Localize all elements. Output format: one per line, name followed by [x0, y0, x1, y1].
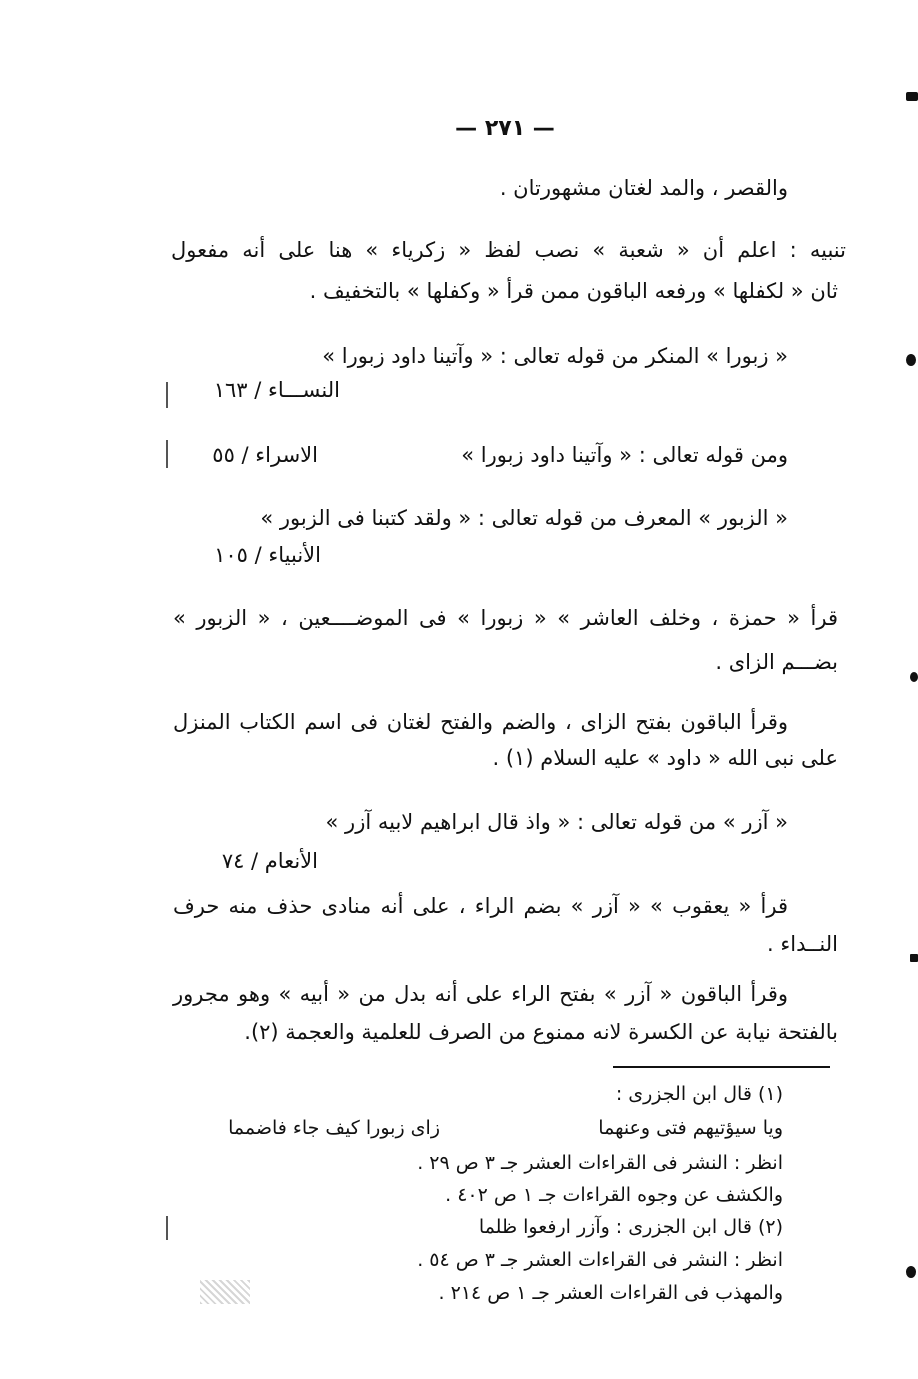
text-line-3: ثان « لكفلها » ورفعه الباقون ممن قرأ « وكفلها » بالتخفيف . [309, 279, 838, 303]
footnote-1-heading: (١) قال ابن الجزرى : [615, 1083, 783, 1105]
footnote-1-source-2: والكشف عن وجوه القراءات جـ ١ ص ٤٠٢ . [445, 1184, 783, 1206]
text-line-7: قرأ « حمزة ، وخلف العاشر » « زبورا » فى الموضــــعين ، « الزبور » [173, 606, 838, 630]
text-line-2: تنبيه : اعلم أن « شعبة » نصب لفظ « زكرياء » هنا على أنه مفعول [171, 238, 846, 262]
margin-bracket [166, 440, 168, 468]
verse-reference-nisa: النســـاء / ١٦٣ [213, 378, 340, 402]
text-line-10: على نبى الله « داود » عليه السلام (١) . [492, 746, 838, 770]
page-number: — ٢٧١ — [455, 116, 555, 141]
footnote-1-source-1: انظر : النشر فى القراءات العشر جـ ٣ ص ٢٩ . [417, 1152, 783, 1174]
text-line-11: « آزر » من قوله تعالى : « واذ قال ابراهيم لابيه آزر » [325, 810, 788, 834]
text-line-5: ومن قوله تعالى : « وآتينا داود زبورا » [461, 443, 788, 467]
scan-edge-mark [906, 92, 918, 101]
margin-bracket [166, 382, 168, 408]
verse-reference-anam: الأنعام / ٧٤ [221, 849, 318, 873]
verse-reference-isra: الاسراء / ٥٥ [212, 443, 318, 467]
footnote-separator [613, 1066, 830, 1068]
text-line-9: وقرأ الباقون بفتح الزاى ، والضم والفتح لغتان فى اسم الكتاب المنزل [173, 710, 788, 734]
text-line-1: والقصر ، والمد لغتان مشهورتان . [499, 176, 788, 200]
scan-edge-mark [910, 954, 918, 962]
footnote-2-source-1: انظر : النشر فى القراءات العشر جـ ٣ ص ٥٤ . [417, 1249, 783, 1271]
scan-edge-mark [906, 354, 916, 366]
scan-edge-mark [906, 1266, 916, 1278]
scan-edge-mark [910, 672, 918, 682]
text-line-15: بالفتحة نيابة عن الكسرة لانه ممنوع من الصرف للعلمية والعجمة (٢). [244, 1020, 838, 1044]
verse-reference-anbiya: الأنبياء / ١٠٥ [214, 543, 321, 567]
text-line-13: النــداء . [767, 932, 838, 956]
text-line-6: « الزبور » المعرف من قوله تعالى : « ولقد كتبنا فى الزبور » [260, 506, 788, 530]
text-line-14: وقرأ الباقون « آزر » بفتح الراء على أنه بدل من « أبيه » وهو مجرور [173, 982, 788, 1006]
footnote-2-heading: (٢) قال ابن الجزرى : وآزر ارفعوا ظلما [478, 1216, 783, 1238]
footnote-1-verse-second-half: زاى زبورا كيف جاء فاضمما [228, 1117, 440, 1139]
text-line-4: « زبورا » المنكر من قوله تعالى : « وآتينا داود زبورا » [322, 344, 788, 368]
text-line-8: بضـــم الزاى . [715, 650, 838, 674]
margin-bracket [166, 1216, 168, 1240]
text-line-12: قرأ « يعقوب » « آزر » بضم الراء ، على أنه منادى حذف منه حرف [173, 894, 788, 918]
scan-smudge [200, 1280, 250, 1304]
footnote-1-verse-first-half: ويا سيؤتيهم فتى وعنهما [598, 1117, 783, 1139]
footnote-2-source-2: والمهذب فى القراءات العشر جـ ١ ص ٢١٤ . [438, 1282, 783, 1304]
